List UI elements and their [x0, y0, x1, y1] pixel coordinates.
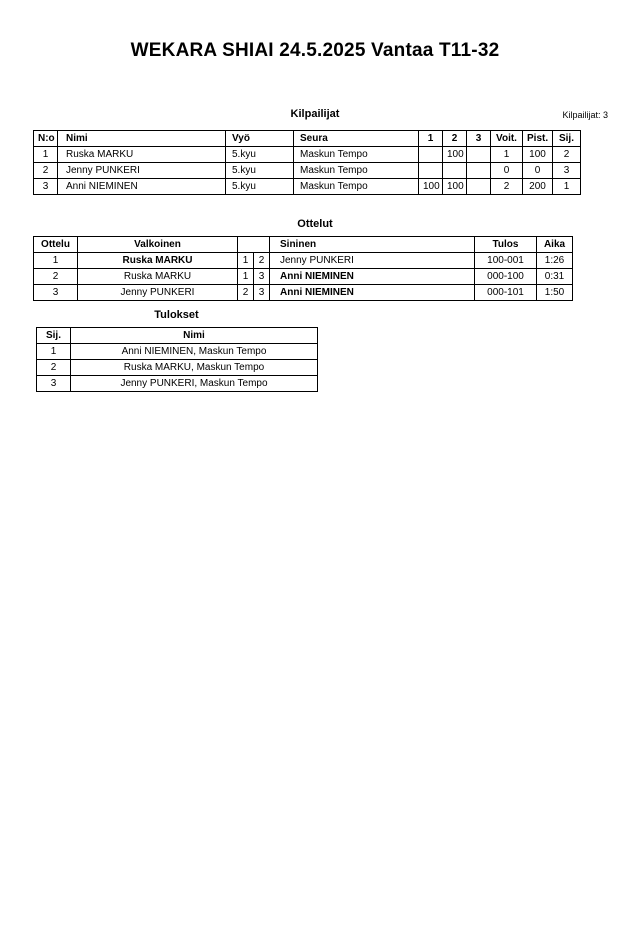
cell-match1: 100: [419, 179, 443, 195]
column-header-white-no: [238, 237, 254, 253]
table-row: [34, 163, 581, 179]
table-row: [34, 147, 581, 163]
cell-wins: 2: [491, 179, 523, 195]
cell-name: Ruska MARKU, Maskun Tempo: [71, 360, 318, 376]
matches-table: [33, 236, 573, 301]
cell-rank: 3: [553, 163, 581, 179]
column-header-no: N:o: [34, 131, 58, 147]
column-header-name: Nimi: [71, 328, 318, 344]
results-table-wrapper: [36, 327, 318, 392]
cell-match1: [419, 163, 443, 179]
matches-heading: Ottelut: [297, 218, 333, 230]
page-title: WEKARA SHIAI 24.5.2025 Vantaa T11-32: [130, 40, 500, 61]
table-row: [34, 285, 573, 301]
cell-time: 0:31: [537, 269, 573, 285]
cell-club: Maskun Tempo: [294, 179, 419, 195]
cell-name: Anni NIEMINEN, Maskun Tempo: [71, 344, 318, 360]
column-header-match1: 1: [419, 131, 443, 147]
cell-belt: 5.kyu: [226, 163, 294, 179]
cell-name: Anni NIEMINEN: [58, 179, 226, 195]
cell-white-no: 1: [238, 253, 254, 269]
cell-blue: Jenny PUNKERI: [270, 253, 475, 269]
cell-match-no: 1: [34, 253, 78, 269]
cell-no: 3: [34, 179, 58, 195]
cell-match2: [443, 163, 467, 179]
competitors-heading: Kilpailijat: [290, 108, 340, 120]
cell-result: 100-001: [475, 253, 537, 269]
cell-no: 1: [34, 147, 58, 163]
cell-rank: 1: [553, 179, 581, 195]
column-header-wins: Voit.: [491, 131, 523, 147]
cell-points: 200: [523, 179, 553, 195]
column-header-time: Aika: [537, 237, 573, 253]
table-row: [34, 253, 573, 269]
column-header-rank: Sij.: [553, 131, 581, 147]
cell-blue-no: 3: [254, 285, 270, 301]
table-row: [34, 179, 581, 195]
column-header-belt: Vyö: [226, 131, 294, 147]
cell-match3: [467, 163, 491, 179]
cell-result: 000-101: [475, 285, 537, 301]
column-header-club: Seura: [294, 131, 419, 147]
matches-table-wrapper: [33, 236, 573, 301]
cell-points: 0: [523, 163, 553, 179]
cell-white: Ruska MARKU: [78, 269, 238, 285]
column-header-blue-no: [254, 237, 270, 253]
cell-name: Ruska MARKU: [58, 147, 226, 163]
column-header-rank: Sij.: [37, 328, 71, 344]
cell-blue: Anni NIEMINEN: [270, 269, 475, 285]
competitors-table: [33, 130, 581, 195]
table-row: [37, 360, 318, 376]
column-header-match3: 3: [467, 131, 491, 147]
cell-points: 100: [523, 147, 553, 163]
cell-belt: 5.kyu: [226, 147, 294, 163]
cell-name: Jenny PUNKERI: [58, 163, 226, 179]
column-header-white: Valkoinen: [78, 237, 238, 253]
cell-name: Jenny PUNKERI, Maskun Tempo: [71, 376, 318, 392]
cell-no: 2: [34, 163, 58, 179]
cell-rank: 1: [37, 344, 71, 360]
cell-rank: 3: [37, 376, 71, 392]
cell-blue-no: 3: [254, 269, 270, 285]
cell-white-no: 1: [238, 269, 254, 285]
cell-match-no: 3: [34, 285, 78, 301]
cell-match2: 100: [443, 179, 467, 195]
results-heading: Tulokset: [154, 309, 199, 321]
cell-match-no: 2: [34, 269, 78, 285]
results-table: [36, 327, 318, 392]
table-header-row: [34, 237, 573, 253]
cell-match3: [467, 179, 491, 195]
column-header-match-no: Ottelu: [34, 237, 78, 253]
table-row: [37, 376, 318, 392]
cell-rank: 2: [553, 147, 581, 163]
cell-time: 1:26: [537, 253, 573, 269]
cell-rank: 2: [37, 360, 71, 376]
table-row: [34, 269, 573, 285]
table-row: [37, 344, 318, 360]
cell-blue-no: 2: [254, 253, 270, 269]
cell-match3: [467, 147, 491, 163]
cell-match2: 100: [443, 147, 467, 163]
cell-belt: 5.kyu: [226, 179, 294, 195]
cell-club: Maskun Tempo: [294, 163, 419, 179]
cell-wins: 1: [491, 147, 523, 163]
table-header-row: [37, 328, 318, 344]
cell-wins: 0: [491, 163, 523, 179]
cell-white: Ruska MARKU: [78, 253, 238, 269]
column-header-result: Tulos: [475, 237, 537, 253]
cell-match1: [419, 147, 443, 163]
table-header-row: [34, 131, 581, 147]
cell-blue: Anni NIEMINEN: [270, 285, 475, 301]
column-header-match2: 2: [443, 131, 467, 147]
cell-white: Jenny PUNKERI: [78, 285, 238, 301]
cell-result: 000-100: [475, 269, 537, 285]
competitors-table-wrapper: [33, 130, 581, 195]
column-header-blue: Sininen: [270, 237, 475, 253]
column-header-name: Nimi: [58, 131, 226, 147]
cell-club: Maskun Tempo: [294, 147, 419, 163]
cell-white-no: 2: [238, 285, 254, 301]
cell-time: 1:50: [537, 285, 573, 301]
competitors-count: Kilpailijat: 3: [562, 110, 608, 120]
column-header-points: Pist.: [523, 131, 553, 147]
